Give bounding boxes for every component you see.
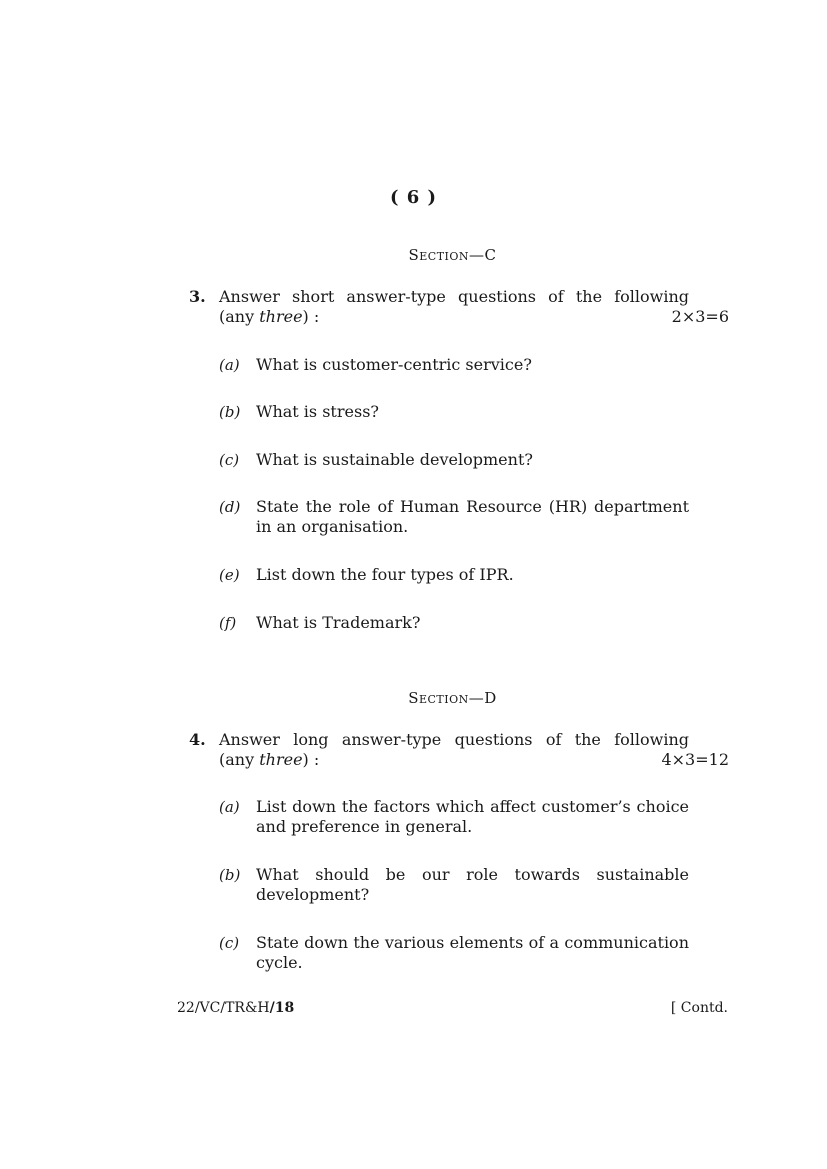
q3-item-a-label: (a) bbox=[219, 356, 240, 374]
question-3-text: Answer short answer-type questions of the following bbox=[219, 287, 689, 306]
q3-any-prefix: (any bbox=[219, 307, 260, 326]
question-4-any-three bbox=[219, 750, 319, 769]
q3-item-e-label: (e) bbox=[219, 566, 240, 584]
q3-item-c-text: What is sustainable development? bbox=[256, 450, 533, 469]
continued-label: [ Contd. bbox=[670, 1000, 728, 1016]
section-c-heading bbox=[0, 246, 827, 264]
page-number: ( 6 ) bbox=[389, 187, 438, 208]
paper-code bbox=[177, 1000, 294, 1016]
q4-item-b-label: (b) bbox=[219, 866, 241, 884]
q4-item-c-label: (c) bbox=[219, 934, 240, 952]
question-3-number: 3. bbox=[189, 287, 206, 306]
q3-item-f-text: What is Trademark? bbox=[256, 613, 421, 632]
section-c-heading-text: Section—C bbox=[408, 246, 497, 264]
q4-any-prefix: (any bbox=[219, 750, 260, 769]
q3-item-c-label: (c) bbox=[219, 451, 240, 469]
section-d-heading bbox=[0, 689, 827, 707]
paper-code-prefix: 22/VC/TR&H bbox=[177, 1000, 270, 1016]
q3-item-b-label: (b) bbox=[219, 403, 241, 421]
q3-item-f-label: (f) bbox=[219, 614, 237, 632]
q4-item-c-text: State down the various elements of a communication cycle. bbox=[256, 933, 689, 972]
question-4-text: Answer long answer-type questions of the following bbox=[219, 730, 689, 749]
q3-any-suffix: ) : bbox=[302, 307, 320, 326]
question-4-marks: 4×3=12 bbox=[661, 750, 729, 769]
q4-item-b-text: What should be our role towards sustainable development? bbox=[256, 865, 689, 904]
q4-any-suffix: ) : bbox=[302, 750, 320, 769]
question-4-number: 4. bbox=[189, 730, 206, 749]
q3-any-word: three bbox=[259, 307, 303, 326]
question-3-marks: 2×3=6 bbox=[671, 307, 729, 326]
question-3-any-three bbox=[219, 307, 319, 326]
paper-code-suffix: /18 bbox=[269, 1000, 295, 1016]
q3-item-a-text: What is customer-centric service? bbox=[256, 355, 532, 374]
q4-any-word: three bbox=[259, 750, 303, 769]
q3-item-e-text: List down the four types of IPR. bbox=[256, 565, 514, 584]
q4-item-a-label: (a) bbox=[219, 798, 240, 816]
q4-item-a-text: List down the factors which affect customer’s choice and preference in general. bbox=[256, 797, 689, 836]
q3-item-b-text: What is stress? bbox=[256, 402, 379, 421]
q3-item-d-label: (d) bbox=[219, 498, 241, 516]
section-d-heading-text: Section—D bbox=[408, 689, 497, 707]
q3-item-d-text: State the role of Human Resource (HR) department in an organisation. bbox=[256, 497, 689, 536]
